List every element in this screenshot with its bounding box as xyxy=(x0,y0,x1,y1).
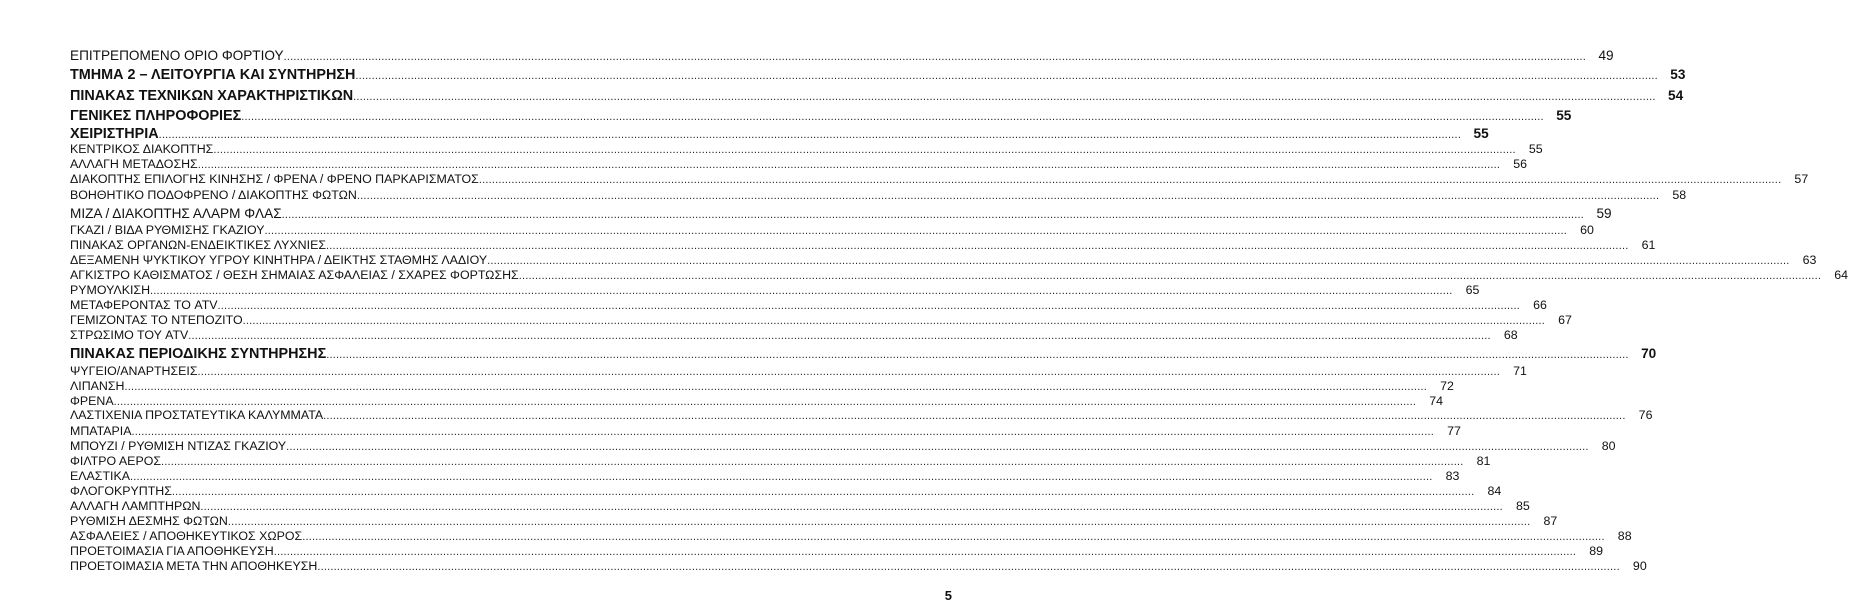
toc-entry xyxy=(70,298,1547,312)
toc-entry xyxy=(70,157,1528,171)
toc-entry-page: 80 xyxy=(1601,439,1616,453)
toc-entry-page: 55 xyxy=(1473,126,1489,141)
toc-entry-title: ΓΕΝΙΚΕΣ ΠΛΗΡΟΦΟΡΙΕΣ xyxy=(70,108,242,124)
dot-leader: ................................................................................................................................................................................................................................................................................................................................................................................................................ xyxy=(487,255,1790,267)
dot-leader: ................................................................................................................................................................................................................................................................................................................................................................................................................ xyxy=(518,270,1822,282)
dot-leader: ................................................................................................................................................................................................................................................................................................................................................................................................................ xyxy=(131,426,1434,438)
dot-leader: ................................................................................................................................................................................................................................................................................................................................................................................................................ xyxy=(171,486,1475,498)
toc-entry xyxy=(70,223,1594,237)
toc-entry xyxy=(70,439,1616,453)
dot-leader: ................................................................................................................................................................................................................................................................................................................................................................................................................ xyxy=(355,70,1658,82)
toc-entry-page: 63 xyxy=(1802,253,1817,267)
toc-entry-title: ΑΣΦΑΛΕΙΕΣ / ΑΠΟΘΗΚΕΥΤΙΚΟΣ ΧΩΡΟΣ xyxy=(70,529,303,543)
toc-entry-title: ΜΠΟΥΖΙ / ΡΥΘΜΙΣΗ ΝΤΙΖΑΣ ΓΚΑΖΙΟΥ xyxy=(70,439,287,453)
dot-leader: ................................................................................................................................................................................................................................................................................................................................................................................................................ xyxy=(188,330,1491,342)
toc-entry xyxy=(70,268,1849,282)
table-of-contents xyxy=(70,0,1849,606)
toc-entry xyxy=(70,188,1687,202)
dot-leader: ................................................................................................................................................................................................................................................................................................................................................................................................................ xyxy=(242,315,1546,327)
toc-entry xyxy=(70,142,1543,156)
toc-entry-page: 84 xyxy=(1487,484,1502,498)
toc-entry-title: ΓΚΑΖΙ / ΒΙΔΑ ΡΥΘΜΙΣΗΣ ΓΚΑΖΙΟΥ xyxy=(70,223,265,237)
toc-entry xyxy=(70,346,1657,362)
dot-leader: ................................................................................................................................................................................................................................................................................................................................................................................................................ xyxy=(227,516,1531,528)
toc-entry-page: 64 xyxy=(1834,268,1849,282)
toc-entry xyxy=(70,454,1491,468)
toc-entry-title: ΦΛΟΓΟΚΡΥΠΤΗΣ xyxy=(70,484,172,498)
toc-entry-title: ΚΕΝΤΡΙΚΟΣ ΔΙΑΚΟΠΤΗΣ xyxy=(70,142,214,156)
dot-leader: ................................................................................................................................................................................................................................................................................................................................................................................................................ xyxy=(161,456,1464,468)
toc-entry xyxy=(70,499,1530,513)
dot-leader: ................................................................................................................................................................................................................................................................................................................................................................................................................ xyxy=(158,129,1462,141)
toc-entry xyxy=(70,238,1656,252)
toc-entry-title: ΠΙΝΑΚΑΣ ΟΡΓΑΝΩΝ-ΕΝΔΕΙΚΤΙΚΕΣ ΛΥΧΝΙΕΣ xyxy=(70,238,326,252)
toc-entry-title: ΣΤΡΩΣΙΜΟ ΤΟΥ ATV xyxy=(70,328,189,342)
dot-leader: ................................................................................................................................................................................................................................................................................................................................................................................................................ xyxy=(241,111,1544,123)
toc-entry-page: 55 xyxy=(1556,108,1572,123)
toc-entry-title: ΠΡΟΕΤΟΙΜΑΣΙΑ ΓΙΑ ΑΠΟΘΗΚΕΥΣΗ xyxy=(70,544,274,558)
dot-leader: ................................................................................................................................................................................................................................................................................................................................................................................................................ xyxy=(113,396,1417,408)
toc-entry-page: 59 xyxy=(1596,206,1612,221)
toc-entry-page: 54 xyxy=(1668,88,1684,103)
dot-leader: ................................................................................................................................................................................................................................................................................................................................................................................................................ xyxy=(281,209,1585,221)
dot-leader: ................................................................................................................................................................................................................................................................................................................................................................................................................ xyxy=(286,441,1589,453)
toc-entry-title: ΑΓΚΙΣΤΡΟ ΚΑΘΙΣΜΑΤΟΣ / ΘΕΣΗ ΣΗΜΑΙΑΣ ΑΣΦΑΛΕΙΑΣ / ΣΧΑΡΕΣ ΦΟΡΤΩΣΗΣ xyxy=(70,268,519,282)
toc-entry-title: ΧΕΙΡΙΣΤΗΡΙΑ xyxy=(70,126,159,142)
dot-leader: ................................................................................................................................................................................................................................................................................................................................................................................................................ xyxy=(317,561,1620,573)
toc-entry-page: 60 xyxy=(1580,223,1594,237)
dot-leader: ................................................................................................................................................................................................................................................................................................................................................................................................................ xyxy=(217,300,1521,312)
toc-entry-title: ΠΡΟΕΤΟΙΜΑΣΙΑ ΜΕΤΑ ΤΗΝ ΑΠΟΘΗΚΕΥΣΗ xyxy=(70,559,318,573)
dot-leader: ................................................................................................................................................................................................................................................................................................................................................................................................................ xyxy=(264,225,1567,237)
toc-entry xyxy=(70,67,1686,83)
toc-entry-title: ΨΥΓΕΙΟ/ΑΝΑΡΤΗΣΕΙΣ xyxy=(70,364,198,378)
toc-entry-title: ΤΜΗΜΑ 2 – ΛΕΙΤΟΥΡΓΙΑ ΚΑΙ ΣΥΝΤΗΡΗΣΗ xyxy=(70,67,356,83)
dot-leader: ................................................................................................................................................................................................................................................................................................................................................................................................................ xyxy=(130,471,1433,483)
toc-entry-title: ΑΛΛΑΓΗ ΛΑΜΠΤΗΡΩΝ xyxy=(70,499,201,513)
toc-entry-page: 90 xyxy=(1632,559,1647,573)
toc-entry xyxy=(70,283,1480,297)
dot-leader: ................................................................................................................................................................................................................................................................................................................................................................................................................ xyxy=(200,501,1503,513)
toc-entry-title: ΔΙΑΚΟΠΤΗΣ ΕΠΙΛΟΓΗΣ ΚΙΝΗΣΗΣ / ΦΡΕΝΑ / ΦΡΕΝΟ ΠΑΡΚΑΡΙΣΜΑΤΟΣ xyxy=(70,172,479,186)
toc-entry-page: 66 xyxy=(1533,298,1547,312)
toc-entry-title: ΡΥΘΜΙΣΗ ΔΕΣΜΗΣ ΦΩΤΩΝ xyxy=(70,514,228,528)
toc-entry-title: ΠΙΝΑΚΑΣ ΤΕΧΝΙΚΩΝ ΧΑΡΑΚΤΗΡΙΣΤΙΚΩΝ xyxy=(70,88,354,104)
toc-entry-title: ΦΡΕΝΑ xyxy=(70,394,114,408)
toc-entry-page: 83 xyxy=(1445,469,1460,483)
toc-entry-title: ΒΟΗΘΗΤΙΚΟ ΠΟΔΟΦΡΕΝΟ / ΔΙΑΚΟΠΤΗΣ ΦΩΤΩΝ xyxy=(70,188,357,202)
toc-entry xyxy=(70,379,1454,393)
toc-entry xyxy=(70,394,1443,408)
toc-entry-title: ΜΠΑΤΑΡΙΑ xyxy=(70,424,132,438)
dot-leader: ................................................................................................................................................................................................................................................................................................................................................................................................................ xyxy=(197,366,1500,378)
toc-entry-page: 67 xyxy=(1558,313,1572,327)
toc-entry xyxy=(70,514,1558,528)
dot-leader: ................................................................................................................................................................................................................................................................................................................................................................................................................ xyxy=(356,190,1660,202)
toc-entry-page: 72 xyxy=(1440,379,1454,393)
toc-entry-page: 88 xyxy=(1617,529,1632,543)
toc-entry-title: ΕΠΙΤΡΕΠΟΜΕΝΟ ΟΡΙΟ ΦΟΡΤΙΟΥ xyxy=(70,48,284,63)
dot-leader: ................................................................................................................................................................................................................................................................................................................................................................................................................ xyxy=(213,144,1516,156)
toc-entry xyxy=(70,48,1614,63)
toc-entry-page: 71 xyxy=(1513,364,1527,378)
toc-entry-page: 68 xyxy=(1503,328,1518,342)
toc-entry xyxy=(70,88,1684,104)
toc-entry-title: ΡΥΜΟΥΛΚΙΣΗ xyxy=(70,283,151,297)
dot-leader: ................................................................................................................................................................................................................................................................................................................................................................................................................ xyxy=(283,51,1587,63)
toc-entry-page: 56 xyxy=(1513,157,1528,171)
toc-entry xyxy=(70,172,1809,186)
toc-entry xyxy=(70,108,1572,124)
toc-entry-title: ΜΙΖΑ / ΔΙΑΚΟΠΤΗΣ ΑΛΑΡΜ ΦΛΑΣ xyxy=(70,206,282,221)
toc-entry-title: ΛΙΠΑΝΣΗ xyxy=(70,379,125,393)
dot-leader: ................................................................................................................................................................................................................................................................................................................................................................................................................ xyxy=(150,285,1453,297)
toc-entry xyxy=(70,313,1572,327)
toc-entry xyxy=(70,253,1817,267)
toc-entry-title: ΑΛΛΑΓΗ ΜΕΤΑΔΟΣΗΣ xyxy=(70,157,198,171)
toc-entry-page: 61 xyxy=(1641,238,1656,252)
dot-leader: ................................................................................................................................................................................................................................................................................................................................................................................................................ xyxy=(323,410,1626,422)
toc-entry-page: 87 xyxy=(1543,514,1558,528)
toc-entry xyxy=(70,469,1460,483)
toc-entry-page: 74 xyxy=(1429,394,1443,408)
toc-entry-title: ΕΛΑΣΤΙΚΑ xyxy=(70,469,131,483)
toc-entry xyxy=(70,544,1604,558)
toc-entry-title: ΦΙΛΤΡΟ ΑΕΡΟΣ xyxy=(70,454,162,468)
toc-entry xyxy=(70,328,1518,342)
toc-entry-page: 76 xyxy=(1638,408,1653,422)
toc-entry-page: 65 xyxy=(1465,283,1480,297)
toc-entry xyxy=(70,126,1489,142)
toc-entry xyxy=(70,484,1502,498)
toc-entry xyxy=(70,408,1653,422)
dot-leader: ................................................................................................................................................................................................................................................................................................................................................................................................................ xyxy=(326,240,1629,252)
toc-entry xyxy=(70,424,1461,438)
toc-entry xyxy=(70,364,1527,378)
toc-entry-page: 85 xyxy=(1515,499,1530,513)
toc-entry xyxy=(70,529,1632,543)
dot-leader: ................................................................................................................................................................................................................................................................................................................................................................................................................ xyxy=(302,531,1605,543)
dot-leader: ................................................................................................................................................................................................................................................................................................................................................................................................................ xyxy=(273,546,1577,558)
toc-entry-page: 77 xyxy=(1447,424,1461,438)
dot-leader: ................................................................................................................................................................................................................................................................................................................................................................................................................ xyxy=(353,91,1656,103)
toc-entry xyxy=(70,559,1647,573)
toc-entry-page: 57 xyxy=(1794,172,1809,186)
dot-leader: ................................................................................................................................................................................................................................................................................................................................................................................................................ xyxy=(197,159,1501,171)
toc-entry-page: 49 xyxy=(1598,48,1614,63)
dot-leader: ................................................................................................................................................................................................................................................................................................................................................................................................................ xyxy=(124,381,1427,393)
toc-entry-title: ΠΙΝΑΚΑΣ ΠΕΡΙΟΔΙΚΗΣ ΣΥΝΤΗΡΗΣΗΣ xyxy=(70,346,327,362)
toc-entry-page: 58 xyxy=(1672,188,1687,202)
toc-entry-title: ΜΕΤΑΦΕΡΟΝΤΑΣ ΤΟ ATV xyxy=(70,298,218,312)
toc-entry-page: 53 xyxy=(1670,67,1686,82)
toc-entry-page: 70 xyxy=(1641,346,1657,361)
toc-entry-page: 89 xyxy=(1589,544,1604,558)
dot-leader: ................................................................................................................................................................................................................................................................................................................................................................................................................ xyxy=(478,174,1782,186)
toc-entry-page: 81 xyxy=(1476,454,1491,468)
dot-leader: ................................................................................................................................................................................................................................................................................................................................................................................................................ xyxy=(326,349,1629,361)
toc-entry xyxy=(70,206,1612,221)
page-number: 5 xyxy=(944,588,952,603)
toc-entry-title: ΓΕΜΙΖΟΝΤΑΣ ΤΟ ΝΤΕΠΟΖΙΤΟ xyxy=(70,313,243,327)
toc-entry-page: 55 xyxy=(1528,142,1543,156)
toc-entry-title: ΔΕΞΑΜΕΝΗ ΨΥΚΤΙΚΟΥ ΥΓΡΟΥ ΚΙΝΗΤΗΡΑ / ΔΕΙΚΤΗΣ ΣΤΑΘΜΗΣ ΛΑΔΙΟΥ xyxy=(70,253,488,267)
toc-entry-title: ΛΑΣΤΙΧΕΝΙΑ ΠΡΟΣΤΑΤΕΥΤΙΚΑ ΚΑΛΥΜΜΑΤΑ xyxy=(70,408,324,422)
